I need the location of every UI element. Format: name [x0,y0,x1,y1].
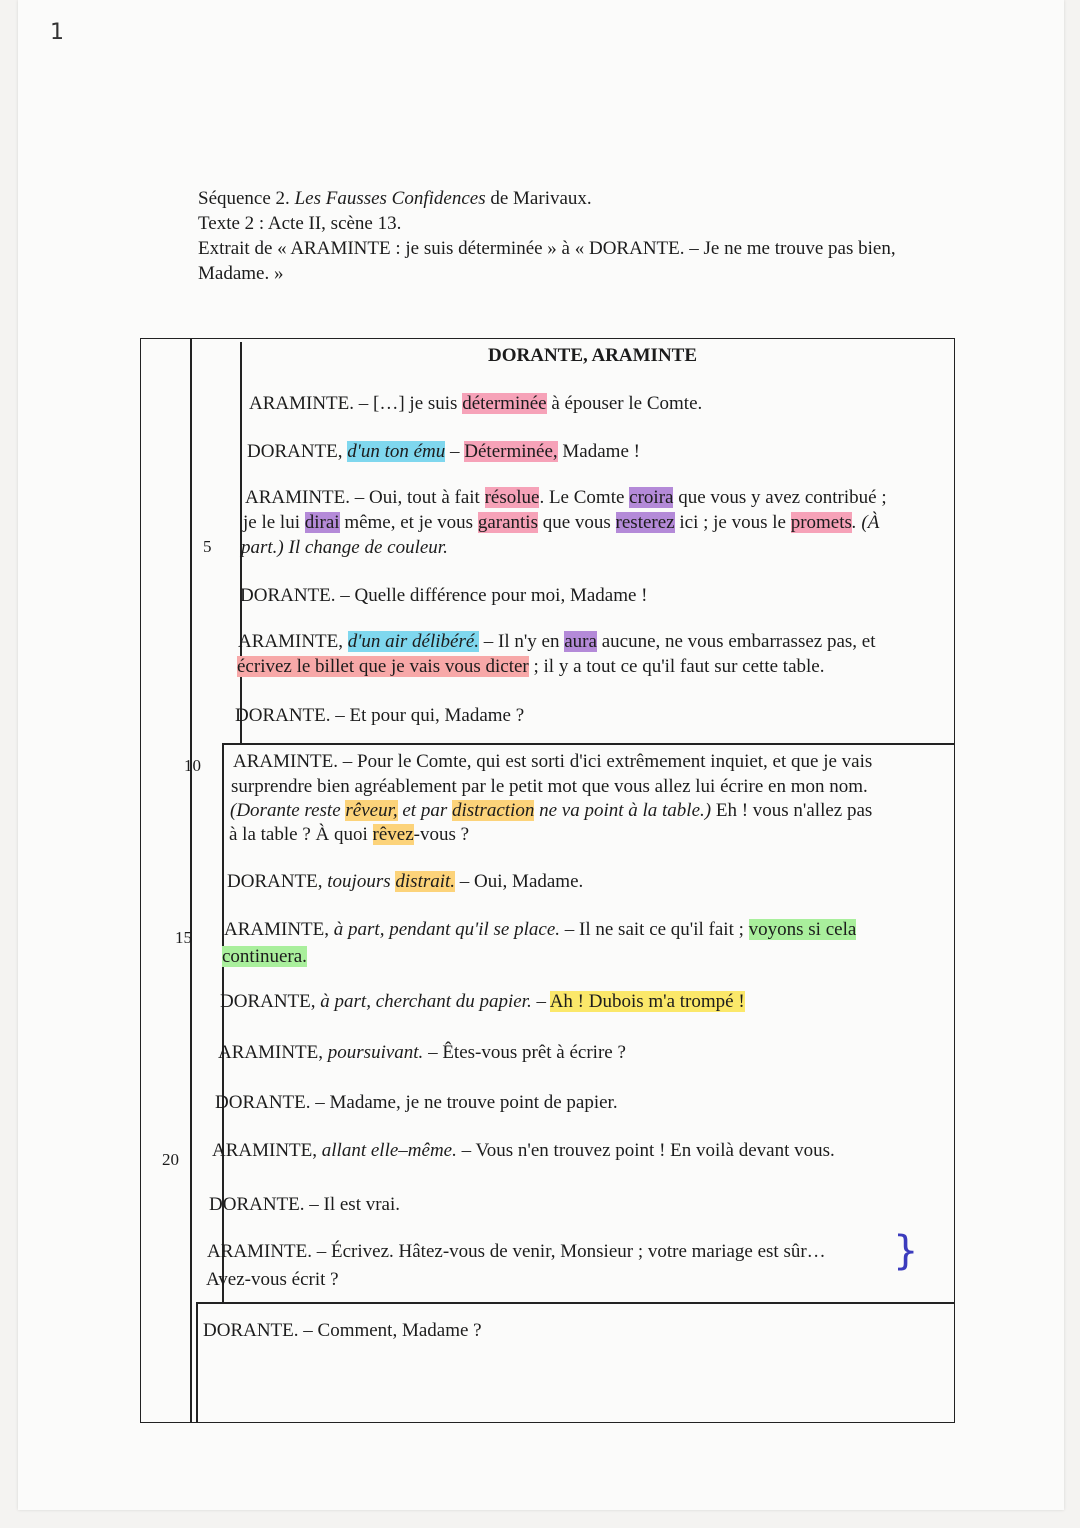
dialogue-line-3: ARAMINTE. – Oui, tout à fait résolue. Le Comte croira que vous y avez contribué ; [245,487,887,508]
extrait-line-1: Extrait de « ARAMINTE : je suis déterminée » à « DORANTE. – Je ne me trouve pas bien, [198,238,896,259]
extrait-line-2: Madame. » [198,263,284,284]
page-corner-mark: 1 [50,20,64,45]
dialogue-line-24: DORANTE. – Comment, Madame ? [203,1320,482,1341]
dialogue-line-6: DORANTE. – Quelle différence pour moi, Madame ! [240,585,648,606]
row-divider-2 [196,1302,955,1304]
dialogue-line-14: DORANTE, toujours distrait. – Oui, Madame. [227,871,584,892]
row-divider-1 [222,743,955,745]
line-number-5: 5 [203,537,212,556]
dialogue-line-13: à la table ? À quoi rêvez-vous ? [229,824,470,845]
line-number-column-border [190,338,192,1423]
dialogue-line-7: ARAMINTE, d'un air délibéré. – Il n'y en aura aucune, ne vous embarrassez pas, et [238,631,876,652]
dialogue-line-18: ARAMINTE, poursuivant. – Êtes-vous prêt à écrire ? [218,1042,626,1063]
line-number-20: 20 [162,1150,179,1169]
dialogue-line-11: surprendre bien agréablement par le petit mot que vous allez lui écrire en mon nom. [231,776,868,797]
line-number-15: 15 [175,928,192,947]
dialogue-line-5: part.) Il change de couleur. [241,537,448,558]
dialogue-line-1: ARAMINTE. – […] je suis déterminée à épouser le Comte. [249,393,703,414]
dialogue-line-10: ARAMINTE. – Pour le Comte, qui est sorti d'ici extrêmement inquiet, et que je vais [233,751,873,772]
dialogue-line-4: je le lui dirai même, et je vous garantis que vous resterez ici ; je vous le promets. (À [243,512,880,533]
document-header [198,186,896,286]
dialogue-line-23: Avez-vous écrit ? [206,1269,339,1290]
handwritten-brace-mark: } [893,1228,919,1274]
dialogue-line-9: DORANTE. – Et pour qui, Madame ? [235,705,525,726]
dialogue-line-19: DORANTE. – Madame, je ne trouve point de papier. [215,1092,618,1113]
dialogue-line-21: DORANTE. – Il est vrai. [209,1194,401,1215]
dialogue-line-16: continuera. [222,946,307,967]
column-rule-middle [222,744,224,1304]
table-title: DORANTE, ARAMINTE [488,345,698,366]
line-number-10: 10 [184,756,201,775]
dialogue-line-22: ARAMINTE. – Écrivez. Hâtez-vous de venir, Monsieur ; votre mariage est sûr… [207,1241,826,1262]
dialogue-line-12: (Dorante reste rêveur, et par distraction ne va point à la table.) Eh ! vous n'allez pas [230,800,873,821]
dialogue-line-20: ARAMINTE, allant elle–même. – Vous n'en trouvez point ! En voilà devant vous. [212,1140,835,1161]
column-rule-lower [196,1304,198,1423]
sequence-line: Séquence 2. Les Fausses Confidences de Marivaux. [198,188,592,209]
dialogue-line-2: DORANTE, d'un ton ému – Déterminée, Madame ! [247,441,640,462]
texte-line: Texte 2 : Acte II, scène 13. [198,213,402,234]
dialogue-line-17: DORANTE, à part, cherchant du papier. – Ah ! Dubois m'a trompé ! [220,991,745,1012]
dialogue-line-15: ARAMINTE, à part, pendant qu'il se place. – Il ne sait ce qu'il fait ; voyons si cela [224,919,857,940]
dialogue-line-8: écrivez le billet que je vais vous dicter ; il y a tout ce qu'il faut sur cette table. [237,656,825,677]
